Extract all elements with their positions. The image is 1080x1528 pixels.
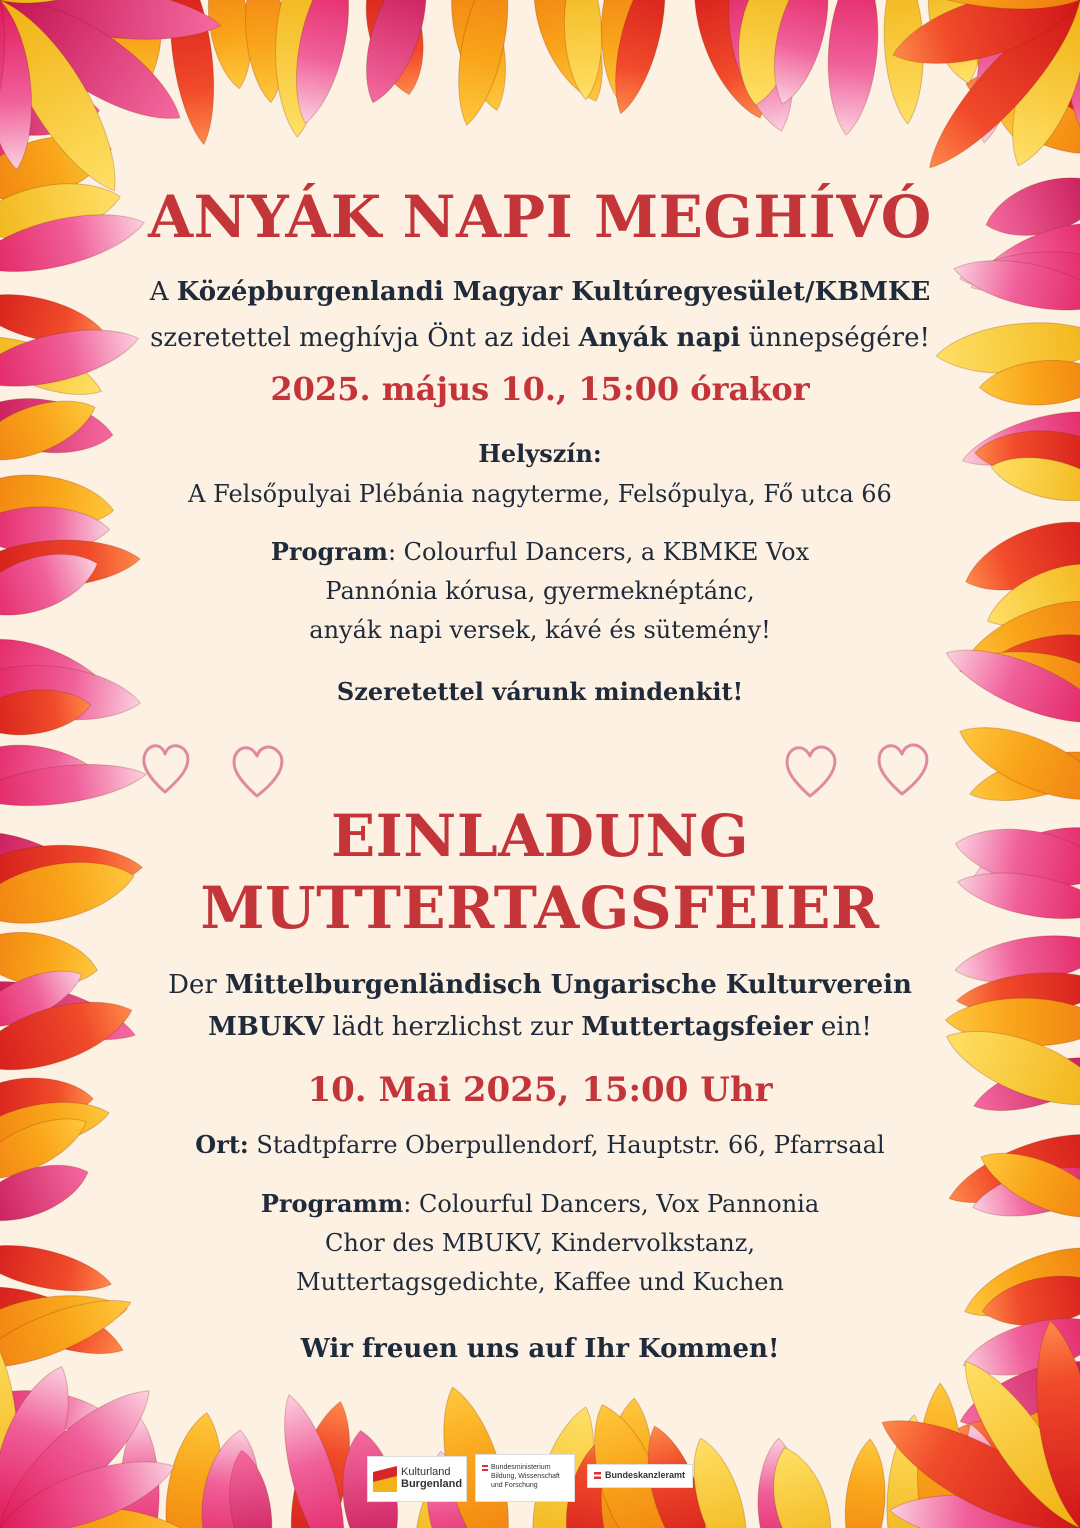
german-program-line2: Chor des MBUKV, Kindervolkstanz, [325, 1229, 755, 1257]
kulturland-text-line1: Kulturland [401, 1466, 451, 1478]
kulturland-text-line2: Burgenland [401, 1478, 463, 1490]
intro-prefix: A [149, 277, 177, 307]
hungarian-location-label: Helyszín: [478, 439, 602, 468]
heart-icon [234, 747, 282, 796]
logo-ministry [475, 1454, 575, 1502]
hungarian-title: ANYÁK NAPI MEGHÍVÓ [148, 183, 932, 251]
program-line1-text: : Colourful Dancers, a KBMKE Vox [387, 538, 810, 566]
de-intro-prefix: Der [168, 970, 226, 1000]
hungarian-location-value: A Felsőpulyai Plébánia nagyterme, Felsőpulya, Fő utca 66 [188, 480, 892, 508]
german-date: 10. Mai 2025, 15:00 Uhr [307, 1070, 773, 1110]
de-program-line1-text: : Colourful Dancers, Vox Pannonia [403, 1190, 820, 1218]
ministry-text-line3: und Forschung [491, 1482, 538, 1489]
german-intro-line2 [110, 1006, 970, 1048]
kulturland-flag-icon [371, 1464, 401, 1494]
hearts-left [135, 730, 295, 805]
hungarian-org-name: Középburgenlandi Magyar Kultúregyesület/KBMKE [176, 277, 931, 307]
german-title-line2: MUTTERTAGSFEIER [200, 874, 880, 942]
heart-icon [144, 746, 188, 792]
chancellery-text: Bundeskanzleramt [605, 1470, 686, 1480]
hungarian-program-line2: Pannónia kórusa, gyermeknéptánc, [325, 577, 755, 605]
german-closing: Wir freuen uns auf Ihr Kommen! [300, 1334, 780, 1364]
german-location [110, 1124, 970, 1166]
german-program-line3: Muttertagsgedichte, Kaffee und Kuchen [296, 1268, 784, 1296]
german-org-abbr: MBUKV [208, 1012, 325, 1042]
hungarian-intro-line2 [110, 318, 970, 358]
german-intro [110, 964, 970, 1048]
german-title-line1: EINLADUNG [330, 802, 750, 870]
german-program [110, 1184, 970, 1302]
german-org-name: Mittelburgenländisch Ungarische Kulturverein [225, 970, 912, 1000]
ministry-text-line1: Bundesministerium [491, 1464, 551, 1471]
german-title [110, 800, 970, 944]
german-location-value: Stadtpfarre Oberpullendorf, Hauptstr. 66, Pfarrsaal [248, 1131, 885, 1159]
hearts-right [778, 730, 938, 805]
hungarian-program [110, 532, 970, 650]
german-program-label: Programm [260, 1189, 404, 1218]
german-event-name: Muttertagsfeier [581, 1012, 813, 1042]
german-intro-line1 [110, 964, 970, 1006]
hungarian-program-line3: anyák napi versek, kávé és sütemény! [309, 616, 771, 644]
german-program-line1 [110, 1184, 970, 1224]
intro-line2-suffix: ünnepségére! [740, 323, 930, 353]
austria-flag-icon [594, 1472, 601, 1479]
heart-icon [879, 745, 927, 794]
logo-kulturland [367, 1456, 467, 1502]
austria-flag-icon [482, 1465, 488, 1471]
heart-icon [787, 747, 835, 796]
hungarian-program-label: Program [270, 537, 388, 566]
german-location-label: Ort: [195, 1130, 249, 1159]
hungarian-intro-line1 [110, 272, 970, 312]
hungarian-location [110, 434, 970, 514]
de-intro-suffix: ein! [812, 1012, 872, 1042]
hungarian-program-line1 [110, 532, 970, 572]
hungarian-intro [110, 272, 970, 358]
de-intro-middle: lädt herzlichst zur [324, 1012, 582, 1042]
ministry-text-line2: Bildung, Wissenschaft [491, 1473, 560, 1480]
intro-line2-prefix: szeretettel meghívja Önt az idei [150, 323, 579, 353]
logo-chancellery [587, 1464, 693, 1488]
hungarian-date: 2025. május 10., 15:00 órakor [270, 370, 810, 408]
hungarian-event-name: Anyák napi [578, 323, 741, 353]
hungarian-closing: Szeretettel várunk mindenkit! [336, 677, 744, 706]
